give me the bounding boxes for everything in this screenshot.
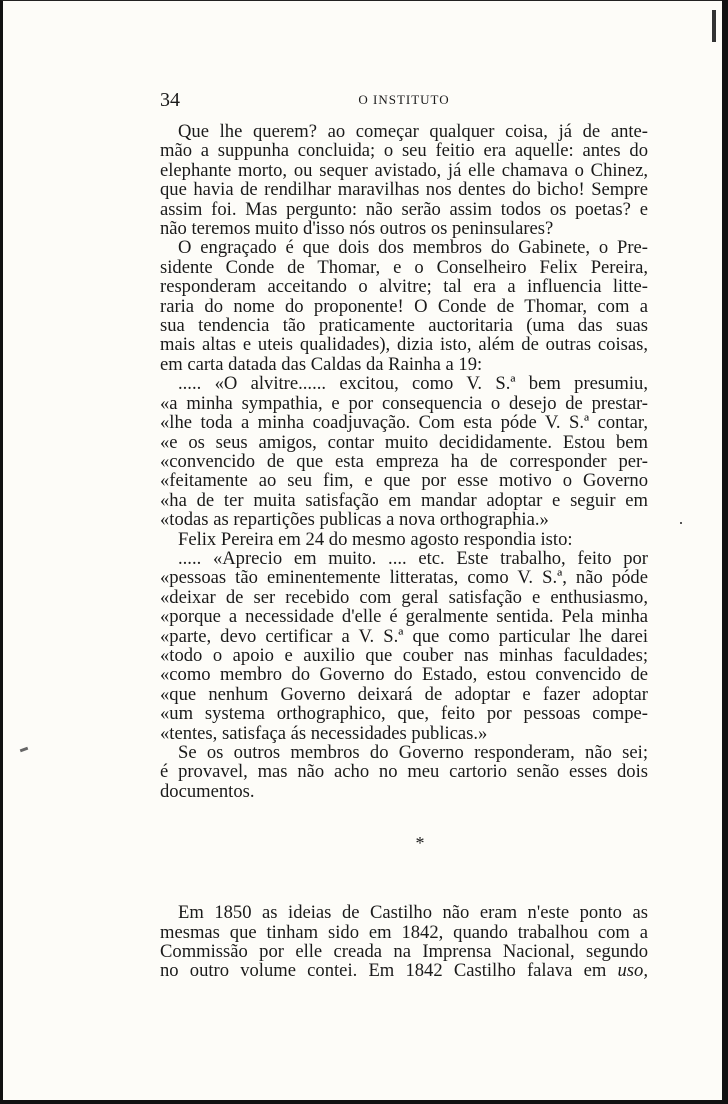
scan-mark bbox=[712, 10, 716, 42]
text-line: «lhe toda a minha coadjuvação. Com esta póde V. S.ª contar, bbox=[160, 412, 648, 434]
section-separator: * bbox=[415, 833, 425, 854]
paragraph bbox=[160, 903, 648, 981]
text-line: mais altas e uteis qualidades), dizia isto, além de outras coisas, bbox=[160, 334, 648, 356]
text-line: «feitamente ao seu fim, e que por esse motivo o Governo bbox=[160, 470, 648, 492]
running-head bbox=[160, 88, 648, 112]
text-line: «ha de ter muita satisfação em mandar adoptar e seguir em bbox=[160, 489, 648, 511]
text-line: mesmas que tinham sido em 1842, quando trabalhou com a bbox=[160, 921, 648, 943]
text-line: que havia de rendilhar maravilhas nos dentes do bicho! Sempre bbox=[160, 179, 648, 201]
text-line: «que nenhum Governo deixará de adoptar e fazer adoptar bbox=[160, 683, 648, 705]
text-line: raria do nome do proponente! O Conde de Thomar, com a bbox=[160, 295, 648, 317]
paragraph bbox=[160, 122, 648, 238]
text-line: Em 1850 as ideias de Castilho não eram n'este ponto as bbox=[178, 902, 648, 924]
text-line: Que lhe querem? ao começar qualquer coisa, já de ante- bbox=[178, 121, 648, 142]
text-line: Felix Pereira em 24 do mesmo agosto respondia isto: bbox=[178, 528, 573, 550]
text-line bbox=[160, 961, 648, 980]
text-line: ..... «Aprecio em muito. .... etc. Este trabalho, feito por bbox=[178, 547, 648, 569]
quotation bbox=[160, 374, 648, 529]
paragraph bbox=[160, 530, 648, 549]
text-line: elephante morto, ou sequer avistado, já elle chamava o Chinez, bbox=[160, 159, 648, 181]
text-line: «porque a necessidade d'elle é geralmente sentida. Pela minha bbox=[160, 606, 648, 628]
page-number: 34 bbox=[160, 89, 180, 111]
text-line: não teremos muito d'isso nós outros os peninsulares? bbox=[160, 218, 554, 240]
text-line: Commissão por elle creada na Imprensa Nacional, segundo bbox=[160, 941, 648, 963]
quotation bbox=[160, 549, 648, 743]
text-line: O engraçado é que dois dos membros do Gabinete, o Pre- bbox=[178, 237, 648, 259]
text-line: «todo o apoio e auxilio que couber nas minhas faculdades; bbox=[160, 644, 648, 666]
text-line: sua tendencia tão praticamente auctoritaria (uma das suas bbox=[160, 315, 648, 337]
scan-edge-bottom bbox=[0, 1100, 728, 1104]
text-line: Se os outros membros do Governo responderam, não sei; bbox=[178, 742, 648, 763]
text-line: «e os seus amigos, contar muito decididamente. Estou bem bbox=[160, 431, 648, 453]
scan-edge-right bbox=[722, 0, 728, 1104]
paragraph bbox=[160, 238, 648, 374]
running-title: O INSTITUTO bbox=[358, 92, 450, 107]
italic-word: uso, bbox=[617, 960, 648, 982]
text-line: «pessoas tão eminentemente litteratas, como V. S.ª, não póde bbox=[160, 567, 648, 589]
text-line: «parte, devo certificar a V. S.ª que como particular lhe darei bbox=[160, 625, 648, 647]
text-line: «a minha sympathia, e por consequencia o desejo de prestar- bbox=[160, 392, 648, 414]
text-line: «todas as repartições publicas a nova orthographia.» bbox=[160, 509, 549, 531]
text-line: em carta datada das Caldas da Rainha a 19: bbox=[160, 353, 483, 375]
tick-mark bbox=[680, 522, 682, 524]
text-line: «tentes, satisfaça ás necessidades publicas.» bbox=[160, 722, 488, 744]
text-line: «convencido de que esta empreza ha de corresponder per- bbox=[160, 450, 648, 472]
text-line: assim foi. Mas pergunto: não serão assim todos os poetas? e bbox=[160, 198, 648, 220]
text-segment: no outro volume contei. Em 1842 Castilho falava em bbox=[160, 960, 607, 982]
text-line: ..... «O alvitre...... excitou, como V. S.ª bem presumiu, bbox=[178, 373, 648, 395]
text-line: documentos. bbox=[160, 780, 255, 802]
text-line: mão a suppunha concluida; o seu feitio era aquelle: antes do bbox=[160, 140, 648, 162]
paragraph bbox=[160, 743, 648, 801]
page-content bbox=[160, 88, 648, 981]
text-line: «deixar de ser recebido com geral satisfação e enthusiasmo, bbox=[160, 586, 648, 608]
text-line: sidente Conde de Thomar, e o Conselheiro Felix Pereira, bbox=[160, 256, 648, 278]
text-line: é provavel, mas não acho no meu cartorio senão esses dois bbox=[160, 761, 648, 783]
text-line: «como membro do Governo do Estado, estou convencido de bbox=[160, 664, 648, 686]
text-line: responderam acceitando o alvitre; tal era a influencia litte- bbox=[160, 276, 648, 298]
text-line: «um systema orthographico, que, feito por pessoas compe- bbox=[160, 703, 648, 725]
